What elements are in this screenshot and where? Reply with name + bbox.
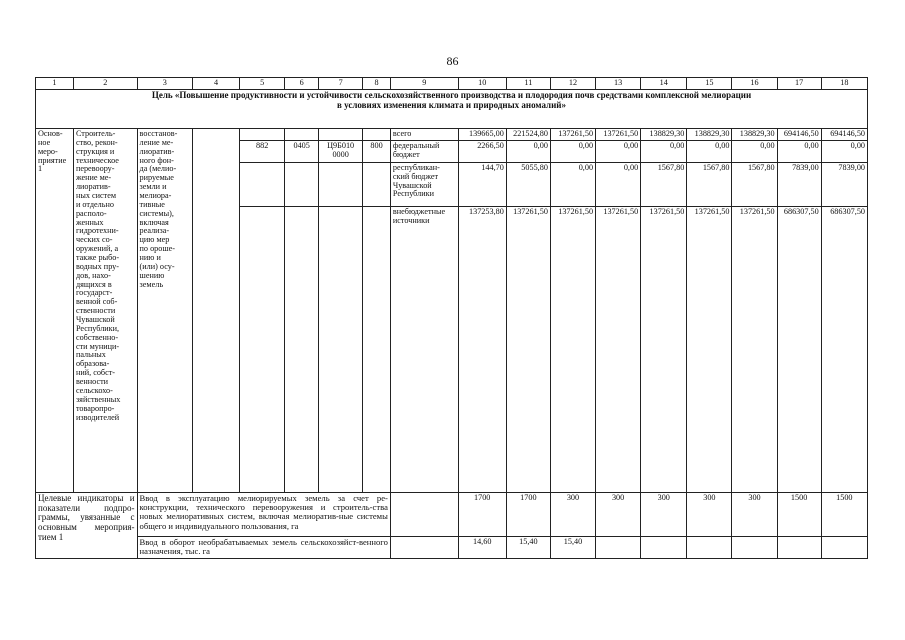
source-label: республикан- ский бюджет Чувашской Республики [390, 162, 458, 206]
column-number: 18 [821, 78, 867, 90]
measure-purpose: восстанов- ление ме- лиоратив- ного фон- да (мелио- рируемые земли и мелиора- тивные системы), включая реализа- цию мер по ороше- нию и (или) осу- шению земель [137, 129, 192, 493]
column-number: 10 [458, 78, 506, 90]
value-cell: 139665,00 [458, 129, 506, 141]
indicator-value: 300 [596, 492, 641, 536]
measure-executor [192, 129, 239, 493]
value-cell: 1567,80 [732, 162, 777, 206]
column-number: 1 [36, 78, 74, 90]
code-vr: 800 [363, 140, 391, 162]
indicator-text: Ввод в эксплуатацию мелиорируемых земель за счет ре-конструкции, технического перевооружения и строитель-ства новых мелиоративных систем, включая мелиоратив-ные системы общего и индивидуального пользования, га [137, 492, 390, 536]
value-cell: 137261,50 [596, 206, 641, 492]
column-number: 7 [319, 78, 363, 90]
column-number: 12 [550, 78, 595, 90]
blank-cell [285, 206, 319, 492]
value-cell: 144,70 [458, 162, 506, 206]
column-number: 2 [73, 78, 137, 90]
indicator-value [641, 536, 687, 558]
value-cell: 686307,50 [777, 206, 821, 492]
blank-cell [240, 129, 285, 141]
indicator-value [821, 536, 867, 558]
indicator-value: 1700 [506, 492, 550, 536]
indicator-value: 1700 [458, 492, 506, 536]
indicator-value: 1500 [777, 492, 821, 536]
value-cell: 138829,30 [641, 129, 687, 141]
indicator-value: 300 [732, 492, 777, 536]
indicator-value [596, 536, 641, 558]
value-cell: 694146,50 [777, 129, 821, 141]
value-cell: 137261,50 [550, 206, 595, 492]
value-cell: 686307,50 [821, 206, 867, 492]
indicator-value: 300 [550, 492, 595, 536]
value-cell: 7839,00 [777, 162, 821, 206]
code-csr: Ц9Б010 0000 [319, 140, 363, 162]
value-cell: 221524,80 [506, 129, 550, 141]
value-cell: 1567,80 [641, 162, 687, 206]
indicators-label: Целевые индикаторы и показатели подпро-граммы, увязанные с основным мероприя-тием 1 [36, 492, 138, 558]
value-cell: 137261,50 [687, 206, 732, 492]
blank-cell [390, 536, 458, 558]
value-cell: 138829,30 [687, 129, 732, 141]
value-cell: 0,00 [550, 162, 595, 206]
column-number: 11 [506, 78, 550, 90]
source-label: внебюджетные источники [390, 206, 458, 492]
blank-cell [240, 162, 285, 206]
code-rz: 0405 [285, 140, 319, 162]
program-table [35, 77, 868, 559]
value-cell: 137261,50 [506, 206, 550, 492]
measure-name: Строитель- ство, рекон- струкция и техническое перевоору- жение ме- лиоратив- ных систем и отдельно располо- женных гидротехни- ческих со- оружений, а также рыбо- водных пру- дов, нахо- дящихся в государст- венной соб- ственности Чувашской Республики, собственно- сти муници- пальных образова- ний, собст- венности сельскохо- зяйственных товаропро- изводителей [73, 129, 137, 493]
value-cell: 7839,00 [821, 162, 867, 206]
code-grbs: 882 [240, 140, 285, 162]
value-cell: 137261,50 [641, 206, 687, 492]
value-cell: 0,00 [821, 140, 867, 162]
indicator-row [36, 536, 868, 558]
blank-cell [285, 162, 319, 206]
indicator-value [732, 536, 777, 558]
page-number: 86 [446, 54, 459, 68]
value-cell: 0,00 [641, 140, 687, 162]
blank-cell [319, 162, 363, 206]
measure-row-total [36, 129, 868, 141]
value-cell: 138829,30 [732, 129, 777, 141]
value-cell: 0,00 [506, 140, 550, 162]
blank-cell [285, 129, 319, 141]
indicator-row [36, 492, 868, 536]
value-cell: 0,00 [732, 140, 777, 162]
column-number: 16 [732, 78, 777, 90]
indicator-value: 300 [641, 492, 687, 536]
column-number: 4 [192, 78, 239, 90]
value-cell: 137253,80 [458, 206, 506, 492]
column-number: 3 [137, 78, 192, 90]
indicator-value [687, 536, 732, 558]
value-cell: 1567,80 [687, 162, 732, 206]
blank-cell [240, 206, 285, 492]
column-number: 5 [240, 78, 285, 90]
value-cell: 0,00 [550, 140, 595, 162]
indicator-value: 1500 [821, 492, 867, 536]
value-cell: 0,00 [687, 140, 732, 162]
blank-cell [363, 162, 391, 206]
value-cell: 0,00 [596, 162, 641, 206]
blank-cell [319, 129, 363, 141]
blank-cell [363, 206, 391, 492]
goal-title: Цель «Повышение продуктивности и устойчивости сельскохозяйственного производства и плодородия почв средствами комплексной мелиорации в условиях изменения климата и природных аномалий» [36, 90, 868, 129]
goal-row [36, 90, 868, 129]
indicator-value: 300 [687, 492, 732, 536]
indicator-value: 15,40 [550, 536, 595, 558]
column-number: 9 [390, 78, 458, 90]
value-cell: 137261,50 [550, 129, 595, 141]
value-cell: 137261,50 [732, 206, 777, 492]
indicator-value: 14,60 [458, 536, 506, 558]
column-number: 8 [363, 78, 391, 90]
indicator-value [777, 536, 821, 558]
column-number: 15 [687, 78, 732, 90]
column-number-row [36, 78, 868, 90]
blank-cell [390, 492, 458, 536]
blank-cell [319, 206, 363, 492]
source-label: всего [390, 129, 458, 141]
column-number: 13 [596, 78, 641, 90]
blank-cell [363, 129, 391, 141]
value-cell: 137261,50 [596, 129, 641, 141]
value-cell: 0,00 [777, 140, 821, 162]
column-number: 17 [777, 78, 821, 90]
indicator-value: 15,40 [506, 536, 550, 558]
source-label: федеральный бюджет [390, 140, 458, 162]
value-cell: 694146,50 [821, 129, 867, 141]
value-cell: 0,00 [596, 140, 641, 162]
indicator-text: Ввод в оборот необрабатываемых земель сельскохозяйст-венного назначения, тыс. га [137, 536, 390, 558]
column-number: 14 [641, 78, 687, 90]
column-number: 6 [285, 78, 319, 90]
value-cell: 2266,50 [458, 140, 506, 162]
measure-status: Основ- ное меро- приятие 1 [36, 129, 74, 493]
value-cell: 5055,80 [506, 162, 550, 206]
